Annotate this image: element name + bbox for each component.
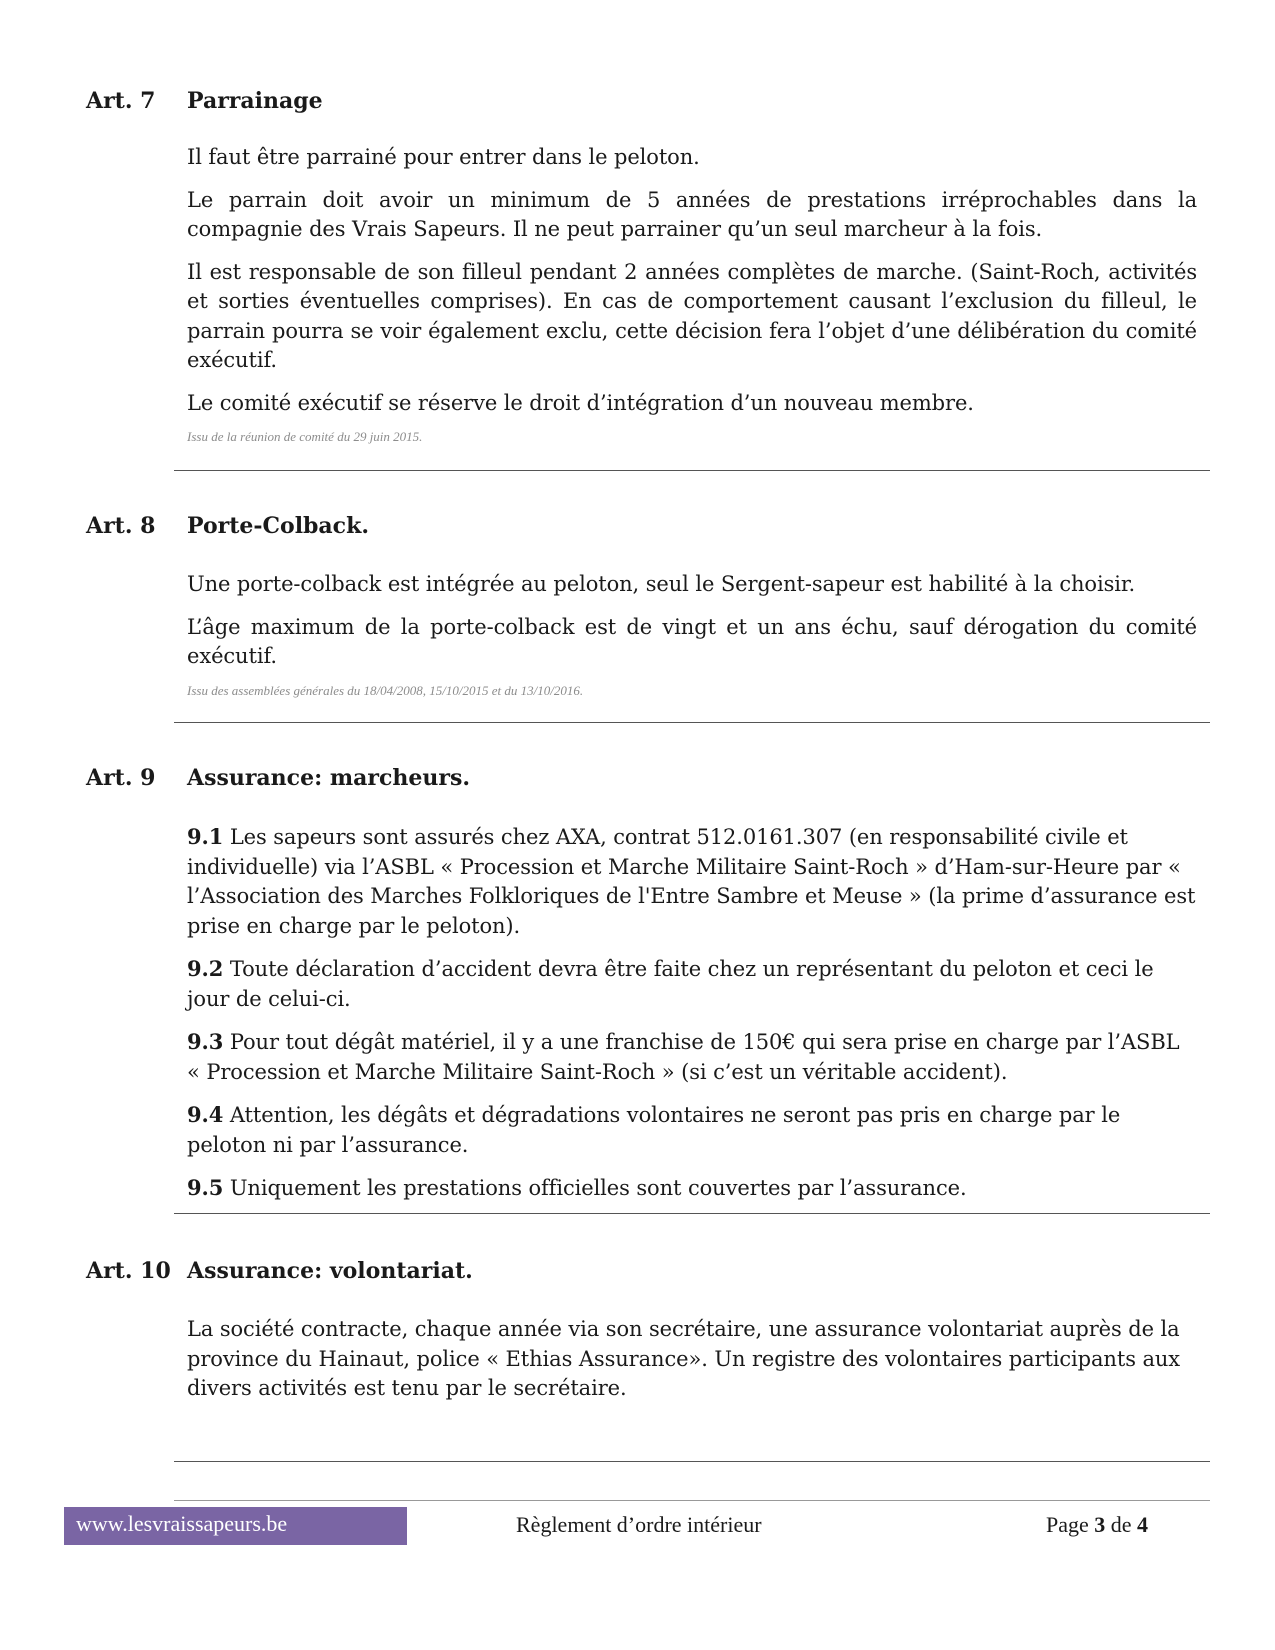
paragraph: Le comité exécutif se réserve le droit d’intégration d’un nouveau membre. <box>187 390 974 415</box>
section-divider <box>174 1213 1210 1214</box>
article-number: Art. 7 <box>86 88 156 114</box>
page-separator: de <box>1110 1512 1132 1537</box>
article-title: Parrainage <box>187 88 323 114</box>
article-title: Assurance: volontariat. <box>187 1258 473 1284</box>
item-number: 9.4 <box>187 1102 224 1127</box>
article-8-body <box>187 570 1197 699</box>
paragraph: Le parrain doit avoir un minimum de 5 années de prestations irréprochables dans la compagnie des Vrais Sapeurs. Il ne peut parrainer qu’un seul marcheur à la fois. <box>187 187 1197 241</box>
article-8-heading <box>86 513 1206 545</box>
insurance-item-9-5 <box>187 1173 1197 1204</box>
article-7-body <box>187 143 1197 445</box>
article-number: Art. 9 <box>86 765 156 791</box>
article-number: Art. 10 <box>86 1258 171 1284</box>
item-number: 9.5 <box>187 1175 224 1200</box>
item-number: 9.2 <box>187 956 224 981</box>
insurance-item-9-2 <box>187 954 1197 1014</box>
item-text: Toute déclaration d’accident devra être faite chez un représentant du peloton et ceci le jour de celui-ci. <box>187 957 1154 1011</box>
article-title: Porte-Colback. <box>187 513 369 539</box>
source-note: Issu des assemblées générales du 18/04/2008, 15/10/2015 et du 13/10/2016. <box>187 682 584 698</box>
section-divider <box>174 470 1210 471</box>
item-text: Pour tout dégât matériel, il y a une franchise de 150€ qui sera prise en charge par l’ASBL « Procession et Marche Militaire Saint-Roch » (si c’est un véritable accident). <box>187 1030 1180 1084</box>
article-number: Art. 8 <box>86 513 156 539</box>
article-9-body <box>187 822 1197 1217</box>
page-current: 3 <box>1094 1512 1106 1537</box>
insurance-item-9-4 <box>187 1100 1197 1160</box>
article-7-heading <box>86 88 1206 120</box>
item-number: 9.1 <box>187 824 224 849</box>
paragraph: La société contracte, chaque année via son secrétaire, une assurance volontariat auprès de la province du Hainaut, police « Ethias Assurance». Un registre des volontaires participants aux divers activités est tenu par le secrétaire. <box>187 1317 1181 1400</box>
item-number: 9.3 <box>187 1029 224 1054</box>
page-total: 4 <box>1137 1512 1149 1537</box>
source-note: Issu de la réunion de comité du 29 juin 2015. <box>187 429 423 444</box>
footer-divider <box>174 1461 1210 1462</box>
paragraph: Il faut être parrainé pour entrer dans le peloton. <box>187 145 700 169</box>
article-title: Assurance: marcheurs. <box>187 765 470 791</box>
insurance-item-9-3 <box>187 1027 1197 1087</box>
item-text: Uniquement les prestations officielles sont couvertes par l’assurance. <box>229 1176 967 1200</box>
article-10-heading <box>86 1258 1206 1290</box>
document-title: Règlement d’ordre intérieur <box>516 1512 762 1537</box>
article-10-body <box>187 1315 1197 1417</box>
paragraph: Une porte-colback est intégrée au peloton, seul le Sergent-sapeur est habilité à la choisir. <box>187 572 1136 596</box>
page-indicator <box>1046 1508 1148 1542</box>
article-9-heading <box>86 765 1206 797</box>
item-text: Attention, les dégâts et dégradations volontaires ne seront pas pris en charge par le peloton ni par l’assurance. <box>187 1103 1121 1157</box>
section-divider <box>174 722 1210 723</box>
page-prefix: Page <box>1046 1512 1089 1537</box>
paragraph: Il est responsable de son filleul pendant 2 années complètes de marche. (Saint-Roch, activités et sorties éventuelles comprises). En cas de comportement causant l’exclusion du filleul, le parrain pourra se voir également exclu, cette décision fera l’objet d’une délibération du comité exécutif. <box>187 259 1197 372</box>
footer-divider-thin <box>174 1500 1210 1501</box>
insurance-item-9-1 <box>187 822 1197 941</box>
item-text: Les sapeurs sont assurés chez AXA, contrat 512.0161.307 (en responsabilité civile et individuelle) via l’ASBL « Procession et Marche Militaire Saint-Roch » d’Ham-sur-Heure par « l’Association des Marches Folkloriques de l'Entre Sambre et Meuse » (la prime d’assurance est prise en charge par le peloton). <box>187 825 1196 938</box>
paragraph: L’âge maximum de la porte-colback est de vingt et un ans échu, sauf dérogation du comité exécutif. <box>187 614 1197 668</box>
website-link[interactable]: www.lesvraissapeurs.be <box>64 1507 407 1545</box>
